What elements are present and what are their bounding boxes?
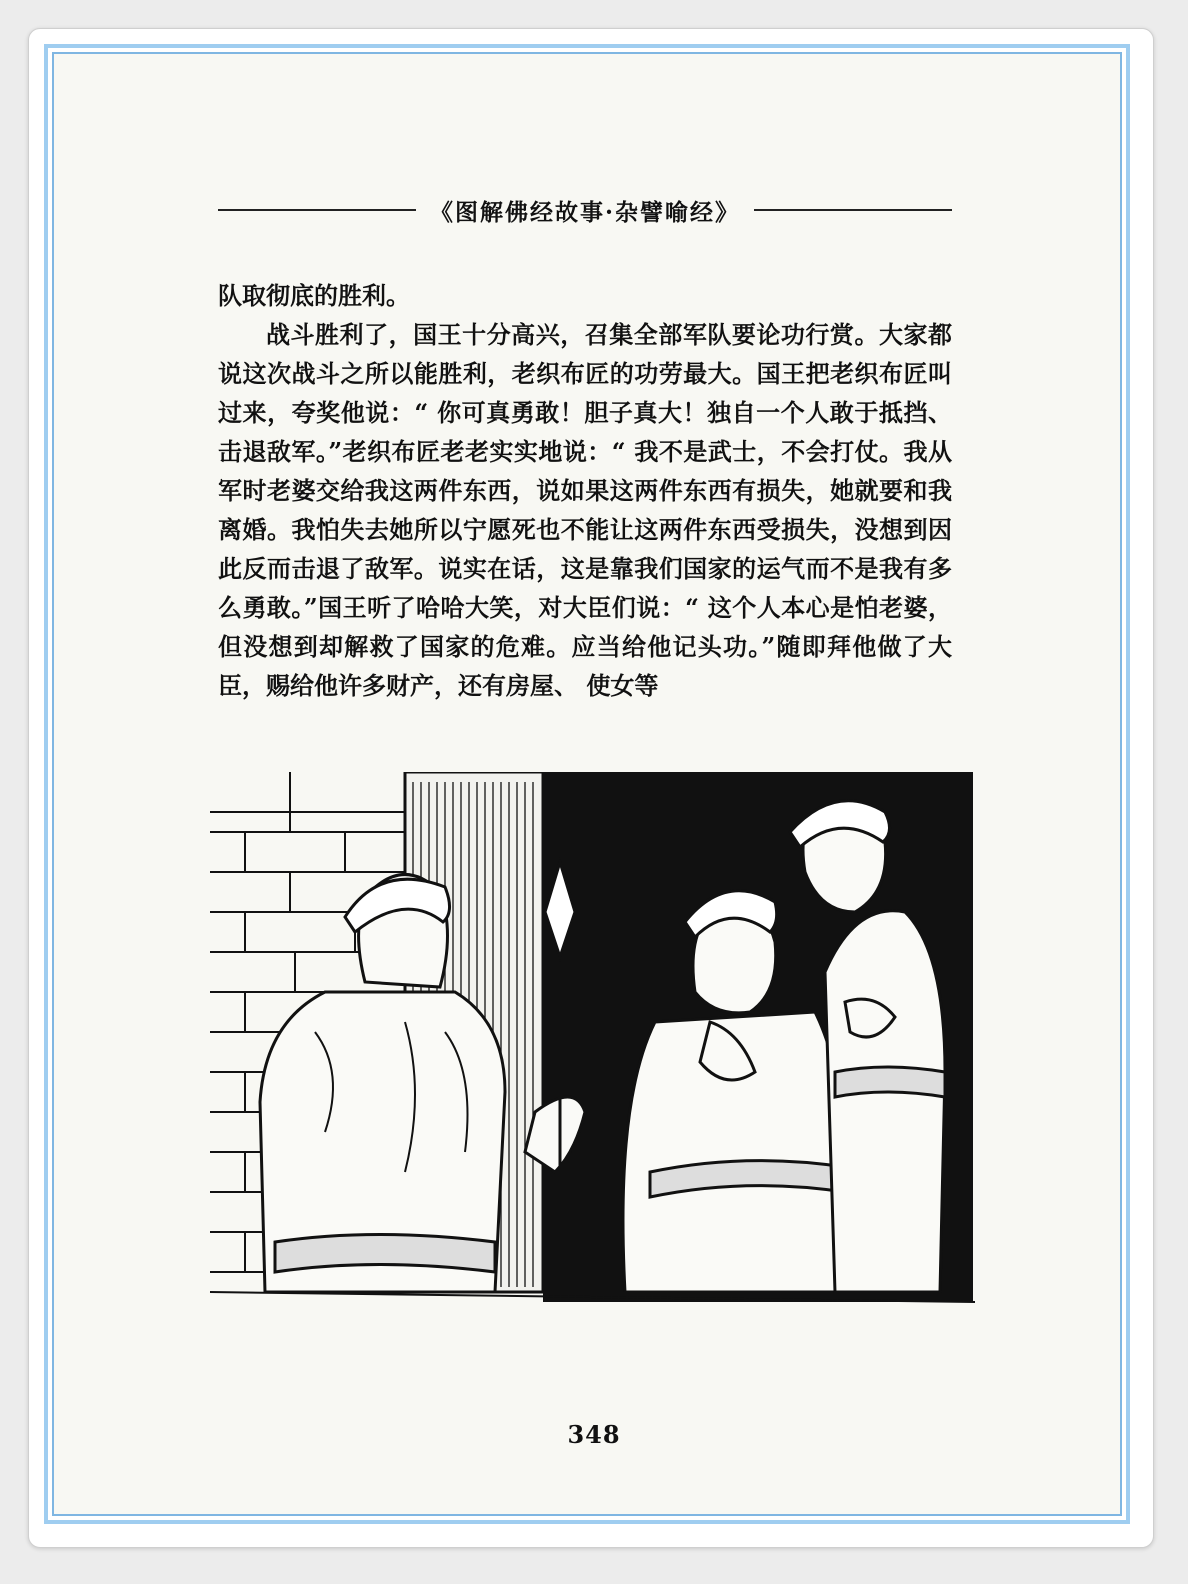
- paragraph-2: 战斗胜利了，国王十分高兴，召集全部军队要论功行赏。大家都说这次战斗之所以能胜利，老织布匠的功劳最大。国王把老织布匠叫过来，夸奖他说：“ 你可真勇敢！胆子真大！独自一个人敢于抵挡、击退敌军。”老织布匠老老实实地说：“ 我不是武士，不会打仗。我从军时老婆交给我这两件东西，说如果这两件东西有损失，她就要和我离婚。我怕失去她所以宁愿死也不能让这两件东西受损失，没想到因此反而击退了敌军。说实在话，这是靠我们国家的运气而不是我有多么勇敢。”国王听了哈哈大笑，对大臣们说：“ 这个人本心是怕老婆，但没想到却解救了国家的危难。应当给他记头功。”随即拜他做了大臣，赐给他许多财产，还有房屋、 使女等: [218, 320, 952, 700]
- header-title: 《图解佛经故事·杂譬喻经》: [430, 198, 741, 226]
- illustration: [205, 772, 975, 1304]
- running-header: [218, 190, 952, 230]
- header-rule-left: [218, 209, 416, 211]
- paragraph-1: 队取彻底的胜利。: [218, 281, 410, 310]
- page-number: 348: [567, 1420, 621, 1449]
- body-text: [218, 276, 952, 705]
- header-rule-right: [754, 209, 952, 211]
